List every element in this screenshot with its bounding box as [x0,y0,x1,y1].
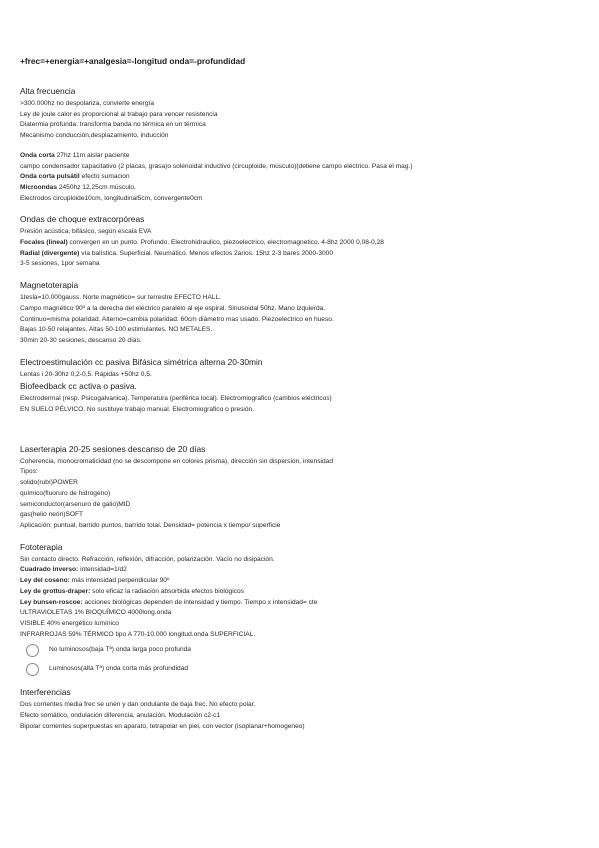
text-line: Sin contacto directo. Refracción, reflexión, difracción, polarización. Vacío no disipación. [20,555,275,563]
text-line: Campo magnético 90º a la derecha del eléctrico paralelo al eje espiral. Sinusoidal 50hz. Mano izquierda. [20,304,326,312]
text-line: campo condensador capacitativo (2 placas, grasa)o solenoidal inductivo (circuploide, músculo)(detiene campo eléctrico. Pasa el mag.) [20,162,413,170]
heading-laserterapia [20,444,592,454]
heading-interferencias: Interferencias [20,687,71,698]
text-line: Diatermia profunda: transforma banda no térmica en un térmica [20,121,206,129]
heading-magnetoterapia: Magnetoterapia [20,280,79,291]
text-line: Bipolar corrientes superpuestas en aparato, tetrapolar en piel, con vector (isoplanar+homogeneo) [20,722,305,730]
text-line: Coherencia, monocromaticidad (no se descompone en colores prisma), dirección sin dispersión, intensidad [20,457,333,465]
text-line: Electrodermal (resp. Psicogalvanica). Temperatura (periférica local). Electromiografico (cambios eléctricos) [20,395,332,403]
heading-main: Biofeedback [20,381,67,392]
heading-main: Laserterapia [20,443,67,454]
term-label: Focales (lineal) [20,239,68,247]
text-line: Mecanismo conducción,desplazamiento, inducción [20,132,169,140]
text-line [20,238,592,249]
term-label: Radial (divergente) [20,249,80,257]
text-line [20,576,592,587]
text-line [20,587,592,598]
term-label: Ley bunsen-roscoe: [20,598,83,606]
document-body [20,56,592,732]
text-line [20,183,592,194]
text-line: ULTRAVIOLETAS 1% BIOQUÍMICO 4000long.onda [20,609,172,617]
text-line [20,172,592,183]
term-label: Ley del coseno: [20,577,70,585]
text-line: Bajas 10-50 relajantes. Altas 50-100 estimulantes. NO METALES. [20,326,213,334]
term-label: Microondas [20,183,58,191]
heading-biofeedback [20,381,592,391]
term-label: Ley de grottus-draper: [20,587,91,595]
term-text: efecto sumacion [79,173,130,181]
text-line: Continuo=misma polaridad. Alterno=cambia polaridad. 60cm diámetro mas usado. Piezoelectrico en hueso. [20,315,334,323]
text-line: Aplicación: puntual, barrido puntos, barrido total. Densidad= potencia x tiempo/ superficie [20,521,281,529]
term-text: vía balística. Superficial. Neumático. Menos efectos 2arios. 15hz 2-3 bares 2000-3000 [79,249,333,257]
heading-fototerapia: Fototerapia [20,541,63,552]
text-line: 1tesla=10.000gauss. Norte magnético= sur terrestre EFECTO HALL. [20,294,222,302]
text-line: químico(fluoruro de hidrogeno) [20,489,111,497]
text-line [20,151,592,162]
term-text: solo eficaz la radiación absorbida efectos biológicos [90,587,244,595]
text-line: Dos corrientes media frec se unen y dan ondulante de baja frec. No efecto polar. [20,701,256,709]
heading-main: Electroestimulación [20,356,93,367]
radio-circle-icon[interactable] [26,644,39,657]
term-text: 27hz 11m aislar paciente [54,151,130,159]
term-text: intensidad=1/d2 [78,566,127,574]
term-label: Onda corta [20,151,55,159]
heading-alta-frecuencia: Alta frecuencia [20,86,76,96]
text-line: Efecto somático, ondulación diferencia, anulación. Modulación c2-c1 [20,712,221,720]
radio-label: No luminosos(baja Tª) onda larga poco profunda [49,645,191,653]
term-label: Onda corta pulsátil [20,173,80,181]
term-text: acciones biológicas dependen de intensidad y tiempo. Tiempo x intensidad= cte [82,598,318,606]
text-line [20,598,592,609]
text-line: solido(rubí)POWER [20,479,78,487]
radio-label: Luminosos(alta Tª) onda corta más profundidad [49,664,189,672]
term-text: más intensidad perpendicular 90º [69,577,170,585]
text-line: VISIBLE 40% energético lumínico [20,619,119,627]
heading-sub: cc activa o pasiva. [66,381,137,392]
heading-sub: 20-25 sesiones descanso de 20 días [66,443,206,454]
heading-sub: cc pasiva Bifásica simétrica alterna 20-30min [92,356,263,367]
text-line: EN SUELO PÉLVICO. No sustituye trabajo manual. Electromiografico o presión. [20,406,255,414]
text-line: 3-5 sesiones, 1por semana [20,260,100,268]
text-line [20,565,592,576]
radio-option-no-luminosos[interactable] [26,642,592,658]
document-title: +frec=+energia=+analgesia=-longitud onda=-profundidad [20,56,246,66]
text-line: semiconductor(arsenuro de galio)MID [20,500,131,508]
radio-circle-icon[interactable] [26,663,39,676]
text-line: Lentas i 20-30hz 0,2-0,5. Rápidas +50hz 0,5. [20,370,152,378]
text-line: 30min 20-30 sesiones, descanso 20 días. [20,336,142,344]
text-line: gas(helio neón)SOFT [20,511,84,519]
term-text: 2450hz 12,25cm músculo. [57,183,136,191]
term-text: convergen en un punto. Profundo. Electrohidraulico, piezoelectrico, electromagnetico. 4-8hz 2000 0,08-0,28 [67,239,384,247]
heading-ondas-choque: Ondas de choque extracorpóreas [20,214,145,225]
text-line: >300.000hz no despolariza, convierte energía [20,100,154,107]
text-line: INFRARROJAS 59% TÉRMICO tipo A 770-10.000 longitud.onda SUPERFICIAL. [20,630,256,638]
text-line [20,249,592,260]
text-line: Ley de joule calor es proporcional al trabajo para vencer resistencia [20,110,218,118]
term-label: Cuadrado inverso: [20,566,79,574]
text-line: Tipos: [20,468,38,476]
text-line: Electrodos circuploide10cm, longitudinal5cm, convergente0cm [20,194,203,202]
radio-option-luminosos[interactable] [26,661,592,677]
text-line: Presión acústica, bifásico, según escala EVA [20,228,152,236]
heading-electroestimulacion [20,357,592,367]
